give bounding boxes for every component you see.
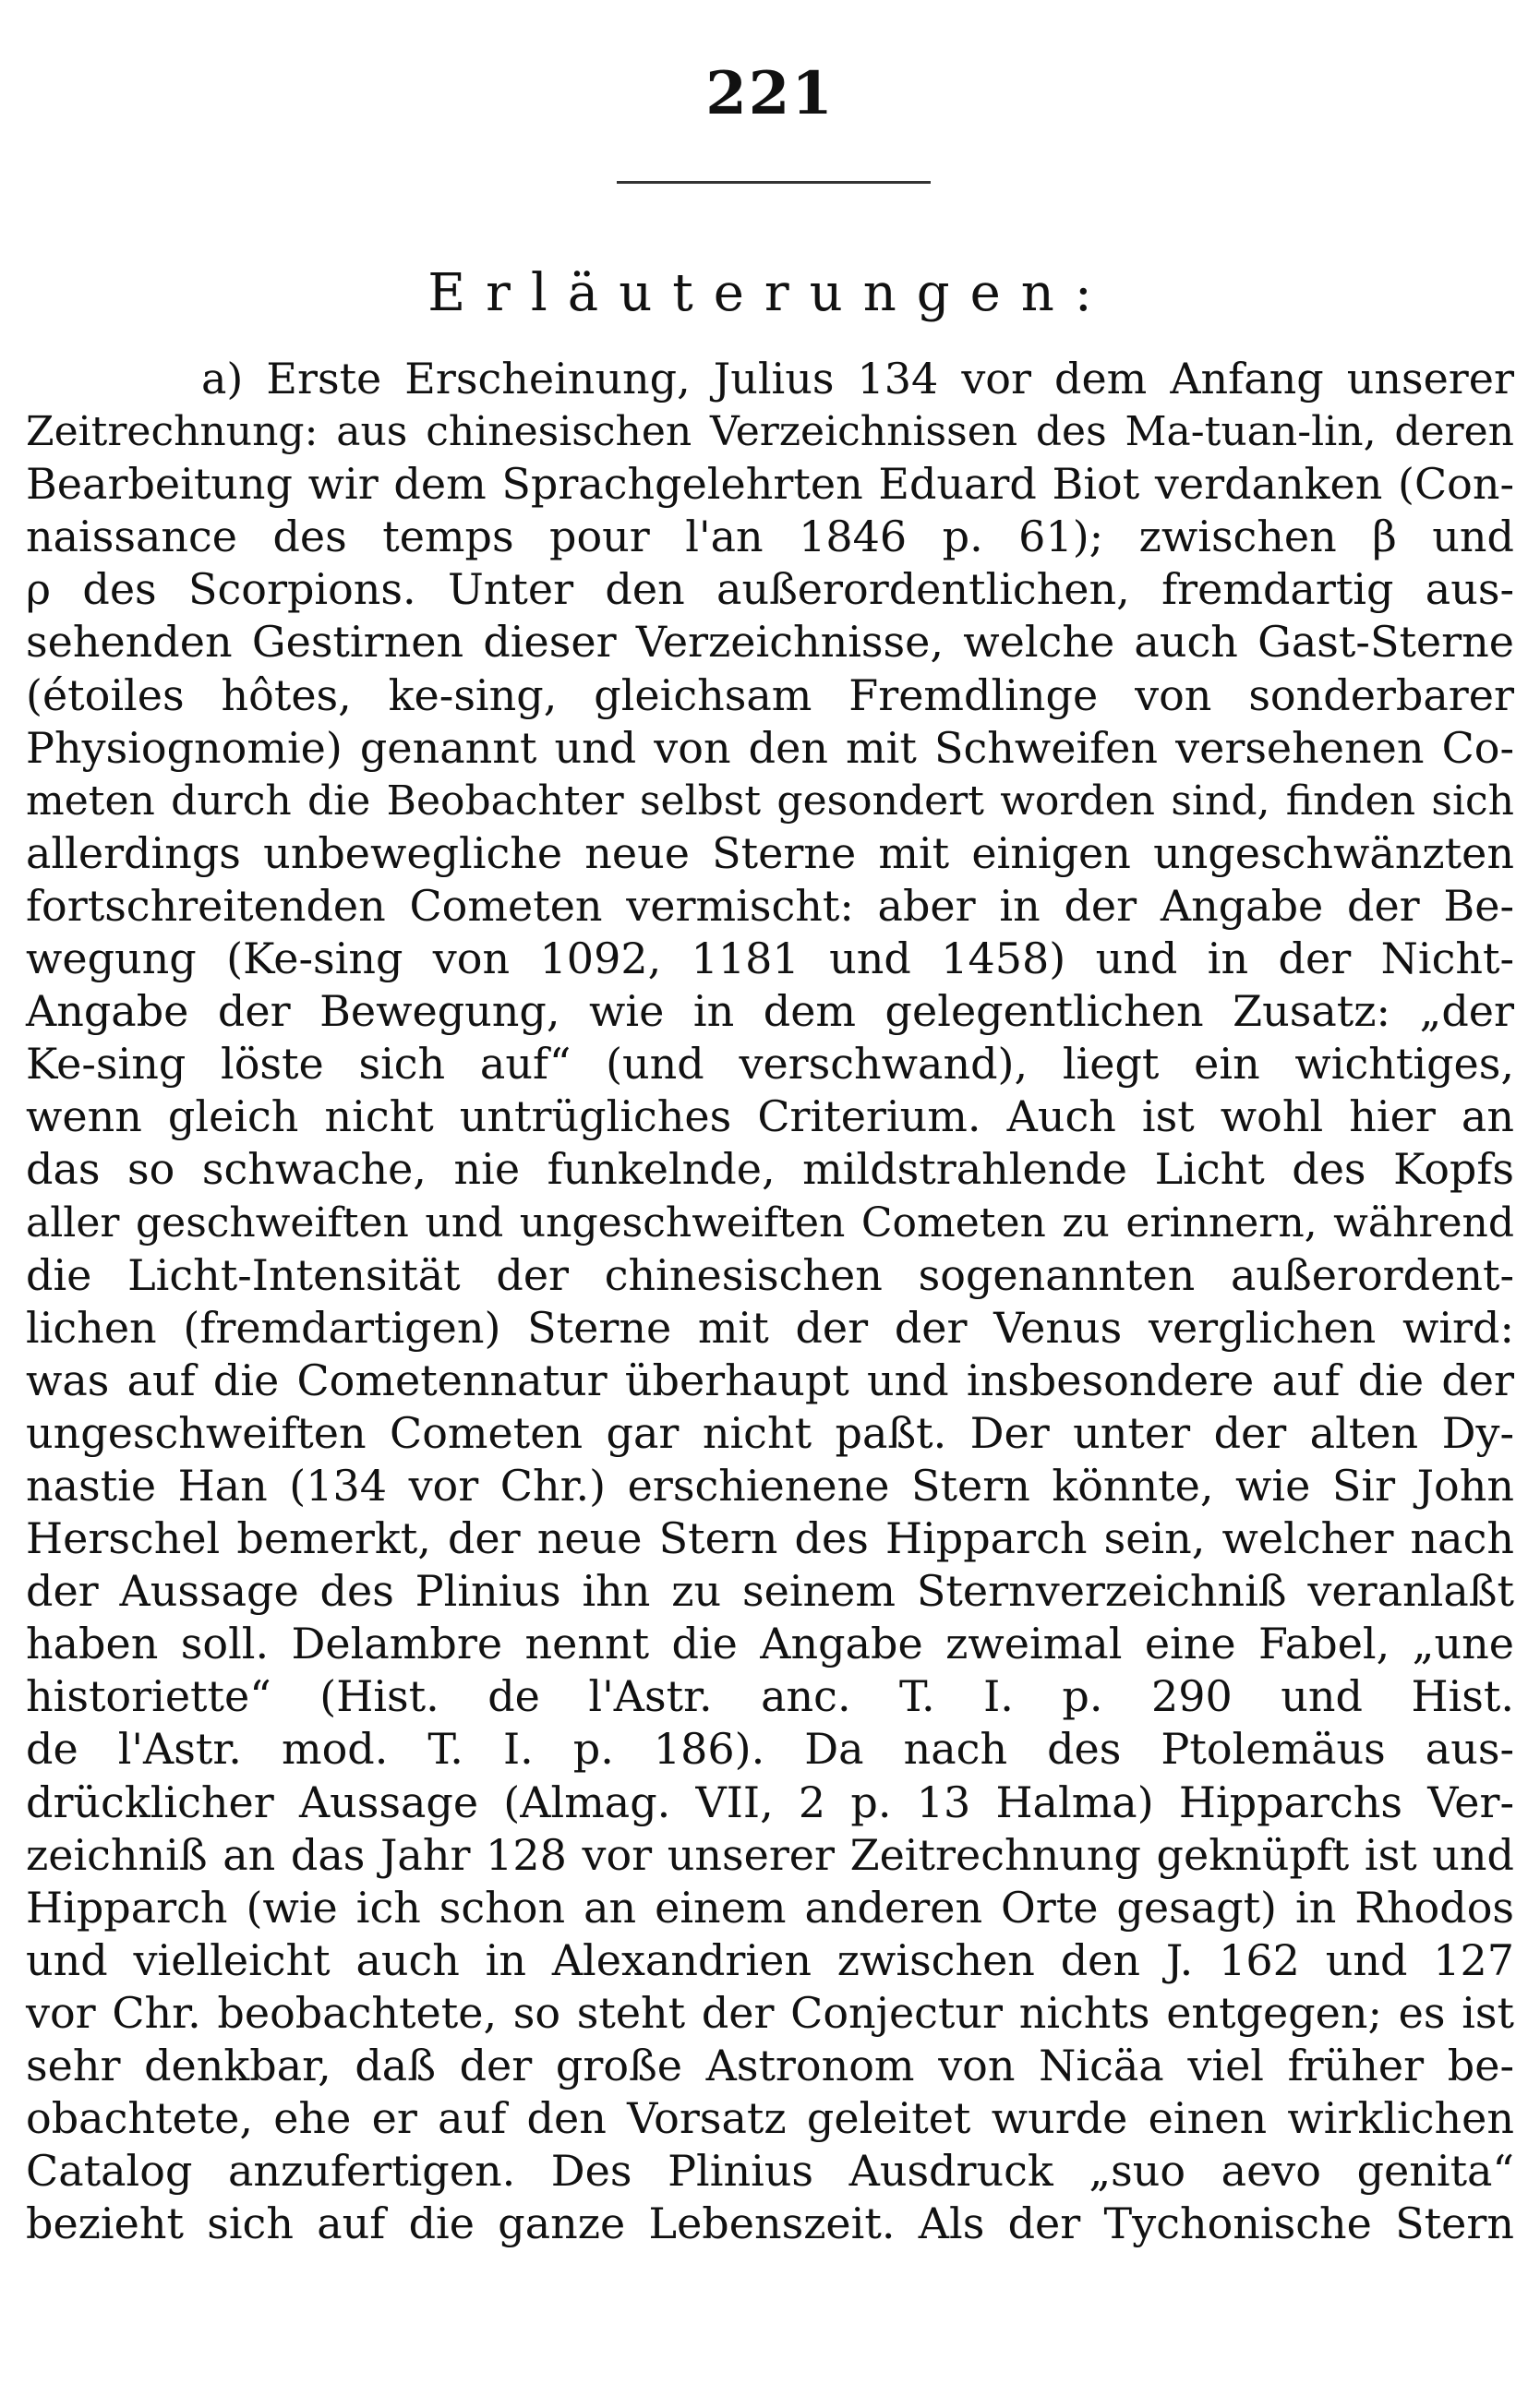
text-line: der Aussage des Plinius ihn zu seinem Sternverzeichniß veranlaßt	[26, 1566, 1514, 1617]
text-line: wegung (Ke-sing von 1092, 1181 und 1458) und in der Nicht-	[26, 934, 1514, 984]
text-line: lichen (fremdartigen) Sterne mit der der Venus verglichen wird:	[26, 1302, 1514, 1353]
text-line: das so schwache, nie funkelnde, mildstrahlende Licht des Kopfs	[26, 1144, 1514, 1195]
text-line: meten durch die Beobachter selbst gesondert worden sind, finden sich	[26, 777, 1514, 825]
text-line: und vielleicht auch in Alexandrien zwischen den J. 162 und 127	[26, 1934, 1514, 1985]
text-line: sehenden Gestirnen dieser Verzeichnisse, welche auch Gast-Sterne	[26, 617, 1514, 668]
text-line: historiette“ (Hist. de l'Astr. anc. T. I. p. 290 und Hist.	[26, 1671, 1514, 1722]
body-text	[26, 353, 1514, 2250]
text-line: bezieht sich auf die ganze Lebenszeit. Als der Tychonische Stern	[26, 2198, 1514, 2249]
text-line: Bearbeitung wir dem Sprachgelehrten Eduard Biot verdanken (Con-	[26, 459, 1514, 510]
page-number: 221	[705, 59, 835, 128]
text-line: haben soll. Delambre nennt die Angabe zweimal eine Fabel, „une	[26, 1619, 1514, 1669]
text-line: Angabe der Bewegung, wie in dem gelegentlichen Zusatz: „der	[26, 986, 1514, 1037]
text-line: vor Chr. beobachtete, so steht der Conjectur nichts entgegen; es ist	[26, 1987, 1514, 2038]
text-line: aller geschweiften und ungeschweiften Cometen zu erinnern, während	[26, 1198, 1514, 1247]
text-line: die Licht-Intensität der chinesischen sogenannten außerordent-	[26, 1249, 1514, 1300]
text-line: sehr denkbar, daß der große Astronom von Nicäa viel früher be-	[26, 2041, 1514, 2090]
text-line: Herschel bemerkt, der neue Stern des Hipparch sein, welcher nach	[26, 1513, 1514, 1564]
text-line: Physiognomie) genannt und von den mit Schweifen versehenen Co-	[26, 722, 1514, 773]
text-line: ungeschweiften Cometen gar nicht paßt. Der unter der alten Dy-	[26, 1407, 1514, 1458]
text-line: wenn gleich nicht untrügliches Criterium. Auch ist wohl hier an	[26, 1091, 1514, 1142]
text-line: de l'Astr. mod. T. I. p. 186). Da nach des Ptolemäus aus-	[26, 1724, 1514, 1775]
text-line: obachtete, ehe er auf den Vorsatz geleitet wurde einen wirklichen	[26, 2093, 1514, 2144]
text-line: Zeitrechnung: aus chinesischen Verzeichnissen des Ma-tuan-lin, deren	[26, 408, 1514, 456]
text-line: was auf die Cometennatur überhaupt und insbesondere auf die der	[26, 1355, 1514, 1405]
text-line: fortschreitenden Cometen vermischt: aber in der Angabe der Be-	[26, 880, 1514, 931]
text-line: zeichniß an das Jahr 128 vor unserer Zeitrechnung geknüpft ist und	[26, 1829, 1514, 1880]
header-rule	[617, 181, 931, 184]
text-line: ρ des Scorpions. Unter den außerordentlichen, fremdartig aus-	[26, 564, 1514, 615]
text-line: Hipparch (wie ich schon an einem anderen Orte gesagt) in Rhodos	[26, 1882, 1514, 1933]
section-heading: Erläuterungen:	[427, 263, 1113, 323]
text-line: drücklicher Aussage (Almag. VII, 2 p. 13 Halma) Hipparchs Ver-	[26, 1777, 1514, 1827]
text-line: naissance des temps pour l'an 1846 p. 61); zwischen β und	[26, 512, 1514, 562]
text-line: nastie Han (134 vor Chr.) erschienene Stern könnte, wie Sir John	[26, 1460, 1514, 1511]
text-line: Catalog anzufertigen. Des Plinius Ausdruck „suo aevo genita“	[26, 2146, 1514, 2197]
text-line: Ke-sing löste sich auf“ (und verschwand), liegt ein wichtiges,	[26, 1039, 1514, 1090]
text-line: (étoiles hôtes, ke-sing, gleichsam Fremdlinge von sonderbarer	[26, 669, 1514, 720]
text-line: allerdings unbewegliche neue Sterne mit einigen ungeschwänzten	[26, 827, 1514, 878]
text-line: a) Erste Erscheinung, Julius 134 vor dem Anfang unserer	[201, 354, 1514, 404]
